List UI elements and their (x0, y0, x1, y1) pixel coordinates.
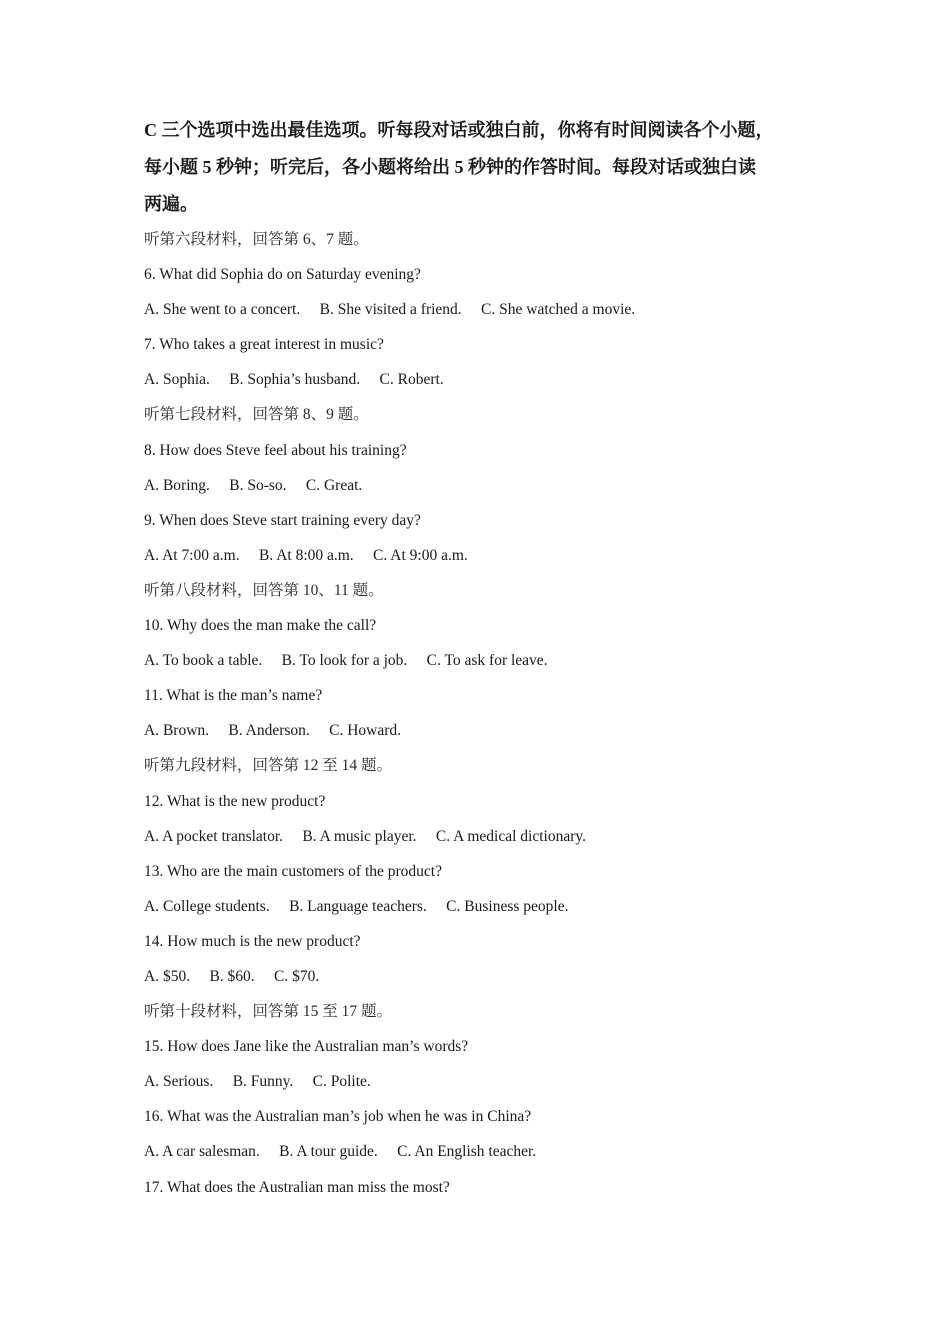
question-text: 15. How does Jane like the Australian man’s words? (144, 1038, 469, 1056)
question-text: 6. What did Sophia do on Saturday evening? (144, 266, 421, 284)
question-text: 16. What was the Australian man’s job when he was in China? (144, 1108, 532, 1126)
question-text: 13. Who are the main customers of the product? (144, 862, 442, 880)
instructions-line: C 三个选项中选出最佳选项。听每段对话或独白前，你将有时间阅读各个小题， (144, 120, 774, 140)
question-text: 7. Who takes a great interest in music? (144, 336, 384, 354)
section-heading: 听第十段材料，回答第 15 至 17 题。 (144, 1003, 393, 1021)
question-text: 10. Why does the man make the call? (144, 617, 377, 635)
question-text: 17. What does the Australian man miss the most? (144, 1178, 450, 1196)
answer-options: A. A pocket translator. B. A music player. C. A medical dictionary. (144, 827, 586, 845)
answer-options: A. $50. B. $60. C. $70. (144, 967, 320, 985)
answer-options: A. Brown. B. Anderson. C. Howard. (144, 722, 402, 740)
answer-options: A. Boring. B. So-so. C. Great. (144, 476, 363, 494)
answer-options: A. She went to a concert. B. She visited a friend. C. She watched a movie. (144, 301, 636, 319)
question-text: 9. When does Steve start training every day? (144, 511, 421, 529)
section-heading: 听第六段材料，回答第 6、7 题。 (144, 231, 369, 248)
section-heading: 听第九段材料，回答第 12 至 14 题。 (144, 757, 393, 775)
question-text: 8. How does Steve feel about his training? (144, 441, 407, 459)
answer-options: A. College students. B. Language teachers. C. Business people. (144, 897, 569, 915)
answer-options: A. Serious. B. Funny. C. Polite. (144, 1073, 371, 1091)
section-heading: 听第八段材料，回答第 10、11 题。 (144, 581, 384, 599)
question-text: 14. How much is the new product? (144, 932, 361, 950)
answer-options: A. To book a table. B. To look for a job. C. To ask for leave. (144, 652, 548, 670)
instructions-paragraph (144, 112, 824, 223)
question-text: 12. What is the new product? (144, 792, 326, 810)
section-heading: 听第七段材料，回答第 8、9 题。 (144, 406, 369, 424)
answer-options: A. Sophia. B. Sophia’s husband. C. Robert. (144, 371, 444, 389)
instructions-line: 两遍。 (144, 194, 198, 214)
instructions-line: 每小题 5 秒钟；听完后，各小题将给出 5 秒钟的作答时间。每段对话或独白读 (144, 157, 756, 177)
question-text: 11. What is the man’s name? (144, 687, 323, 705)
question-list (144, 222, 824, 1205)
answer-options: A. A car salesman. B. A tour guide. C. An English teacher. (144, 1143, 537, 1161)
answer-options: A. At 7:00 a.m. B. At 8:00 a.m. C. At 9:00 a.m. (144, 546, 468, 564)
